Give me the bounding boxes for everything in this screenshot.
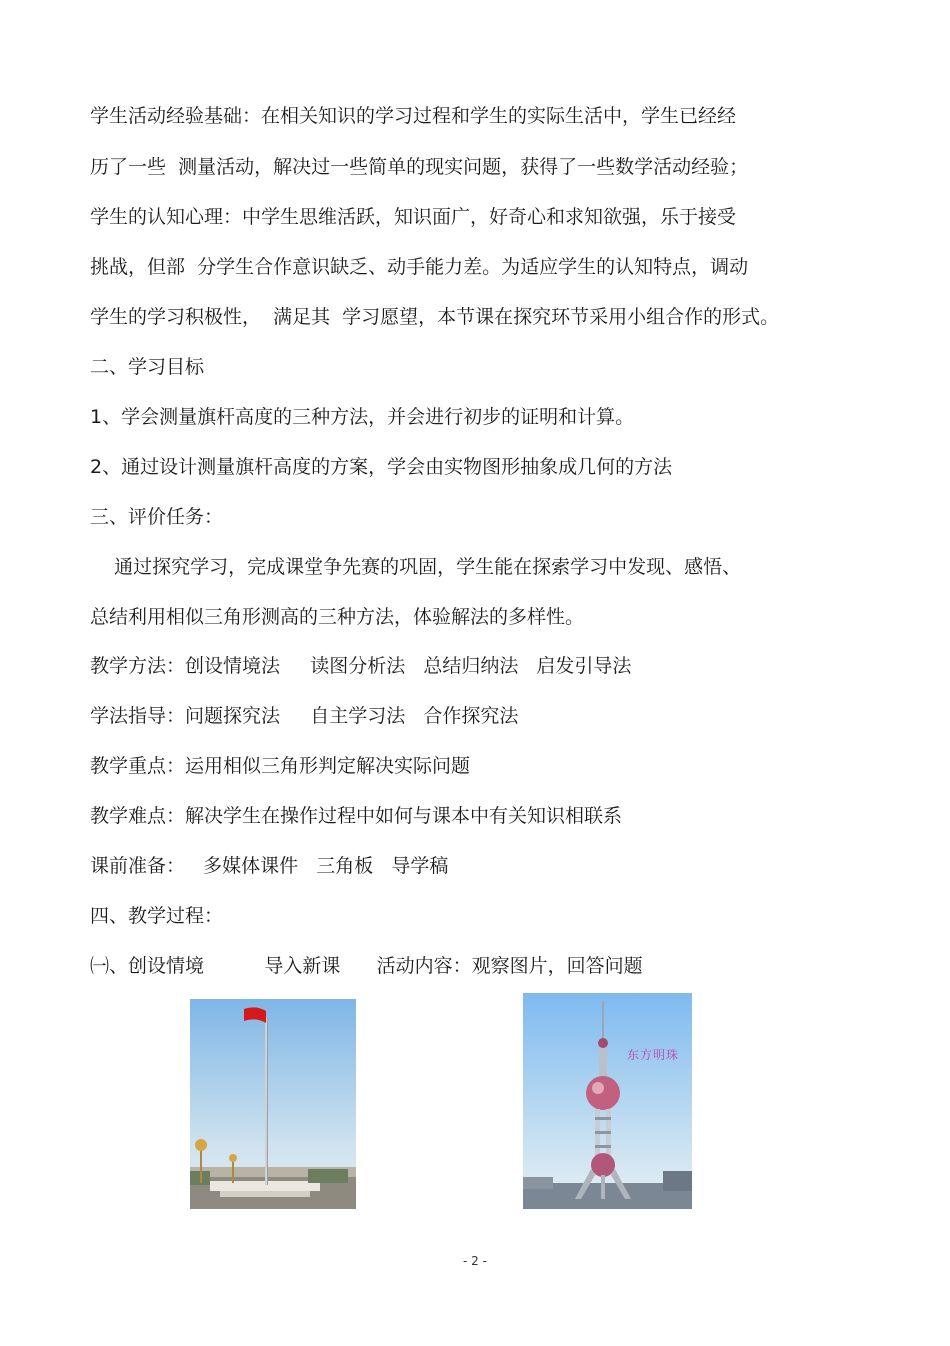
class-preparation: 课前准备： 多媒体课件 三角板 导学稿 xyxy=(90,855,449,877)
tower-illustration xyxy=(523,993,692,1209)
paragraph-line-5: 学生的学习积极性， 满足其 学习愿望，本节课在探究环节采用小组合作的形式。 xyxy=(90,306,780,328)
paragraph-line-4: 挑战，但部 分学生合作意识缺乏、动手能力差。为适应学生的认知特点，调动 xyxy=(90,256,749,278)
paragraph-line-2: 历了一些 测量活动，解决过一些简单的现实问题，获得了一些数学活动经验； xyxy=(90,156,749,178)
evaluation-text-line-2: 总结利用相似三角形测高的三种方法，体验解法的多样性。 xyxy=(90,606,585,628)
tower-photo xyxy=(523,993,692,1209)
section-heading-evaluation-tasks: 三、评价任务： xyxy=(90,506,224,528)
section-heading-learning-goals: 二、学习目标 xyxy=(90,356,205,378)
teaching-difficulty: 教学难点：解决学生在操作过程中如何与课本中有关知识相联系 xyxy=(90,805,623,827)
paragraph-line-1: 学生活动经验基础：在相关知识的学习过程和学生的实际生活中，学生已经经 xyxy=(90,105,737,127)
teaching-focus: 教学重点：运用相似三角形判定解决实际问题 xyxy=(90,755,471,777)
learning-guidance: 学法指导：问题探究法 自主学习法 合作探究法 xyxy=(90,705,519,727)
process-step-1: ㈠、创设情境 导入新课 活动内容：观察图片，回答问题 xyxy=(90,955,643,977)
learning-goal-1: 1、学会测量旗杆高度的三种方法，并会进行初步的证明和计算。 xyxy=(90,406,635,428)
flagpole-illustration xyxy=(190,999,356,1209)
learning-goal-2: 2、通过设计测量旗杆高度的方案，学会由实物图形抽象成几何的方法 xyxy=(90,456,673,478)
flagpole-photo xyxy=(190,999,356,1209)
page-number: - 2 - xyxy=(463,1254,487,1268)
teaching-method: 教学方法：创设情境法 读图分析法 总结归纳法 启发引导法 xyxy=(90,655,632,677)
paragraph-line-3: 学生的认知心理：中学生思维活跃，知识面广，好奇心和求知欲强，乐于接受 xyxy=(90,206,737,228)
section-heading-teaching-process: 四、教学过程： xyxy=(90,905,224,927)
tower-caption: 东方明珠 xyxy=(627,1048,680,1062)
evaluation-text-line-1: 通过探究学习，完成课堂争先赛的巩固，学生能在探索学习中发现、感悟、 xyxy=(90,556,742,578)
